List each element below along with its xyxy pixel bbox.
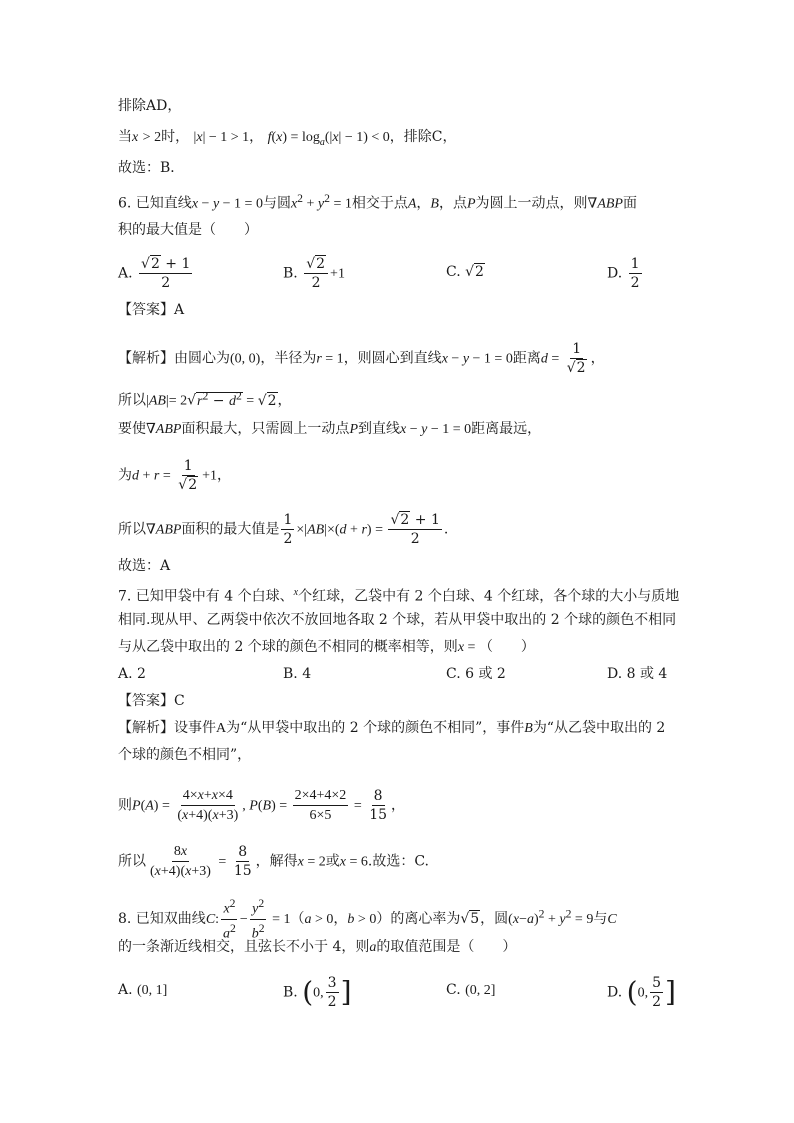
question-7: 7. 已知甲袋中有 4 个白球、$^x$个红球，乙袋中有 2 个白球、4 个红球，各个球的大小与质地 [118,587,680,605]
text-line: 相同.现从甲、乙两袋中依次不放回地各取 2 个球，若从甲袋中取出的 2 个球的颜色不相同 [118,612,677,628]
option-c: C. 6 或 2 [446,666,506,682]
text-line: 积的最大值是（ ） [118,222,258,238]
solution-line: 要使∇ABP面积最大，只需圆上一动点P到直线x − y − 1 = 0距离最远， [118,421,542,437]
solution-line: 【解析】设事件A为“从甲袋中取出的 2 个球的颜色不相同”，事件B为“从乙袋中取出的 2 [118,720,666,736]
solution-line: 为d + r = $\frac{1}{√2}$ +1， [118,458,232,493]
option-d: D. $\frac{1}{2}$ [607,256,640,291]
option-c: C. √2 [446,264,484,280]
text-line: 与从乙袋中取出的 2 个球的颜色不相同的概率相等，则x = （ ） [118,639,535,655]
option-b: B. (0, $\frac{3}{2}$ ] [283,975,352,1010]
answer-label: 【答案】C [118,693,185,709]
option-a: A. 2 [118,666,146,682]
text-line: 故选：B． [118,160,185,176]
solution-line: 所以 $\frac{8x}{(x+4)(x+3)}$ = $\frac{8}{15}$ ，解得x = 2或x = 6.故选：C. [118,844,430,879]
question-8: 8. 已知双曲线C: $\frac{x^2}{a^2}$ − $\frac{y^2}{b^2}$ = 1（a > 0，b > 0）的离心率为√5，圆$(x-a)^2 + y^2 = 9$与C [118,897,617,942]
option-b: B. $\frac{√2}{2}$ +1 [283,256,345,291]
option-b: B. 4 [283,666,312,682]
solution-line: 所以$|AB|= 2√r^2 - d^2 = √2$， [118,389,292,409]
solution-line: 所以∇ABP面积的最大值是 $\frac{1}{2}$ ×|AB|×(d + r) = $\frac{√2 + 1}{2}$ . [118,512,449,547]
solution-line: 【解析】由圆心为(0, 0)，半径为r = 1，则圆心到直线x − y − 1 = 0距离d = $\frac{1}{√2}$ ， [118,341,605,376]
option-a: A. (0, 1] [118,982,168,998]
option-a: A. $\frac{√2 + 1}{2}$ [118,256,191,291]
option-d: D. 8 或 4 [607,666,668,682]
option-c: C. (0, 2] [446,982,496,998]
solution-line: 则P(A) = $\frac{4\times x+x\times 4}{(x+4)(x+3)}$ , P(B) = $\frac{2\times 4+4\times 2}{6\times 5}$ = $\frac{8}{15}$ ， [118,788,406,823]
text-line: 当x > 2时， |x| − 1 > 1， $f(x) = \log_a(|x| - 1) < 0$，排除C， [118,129,457,148]
text-line: 的一条渐近线相交，且弦长不小于 4，则a的取值范围是（ ） [118,939,517,955]
question-6: 6. 已知直线x − y − 1 = 0与圆$x^2 + y^2 = 1$相交于点A，B，点P为圆上一动点，则∇ABP面 [118,192,637,212]
text-line: 排除AD， [118,98,182,114]
solution-line: 个球的颜色不相同”， [118,747,252,763]
answer-label: 【答案】A [118,302,185,318]
option-d: D. (0, $\frac{5}{2}$ ] [607,975,676,1010]
solution-line: 故选：A [118,558,171,574]
